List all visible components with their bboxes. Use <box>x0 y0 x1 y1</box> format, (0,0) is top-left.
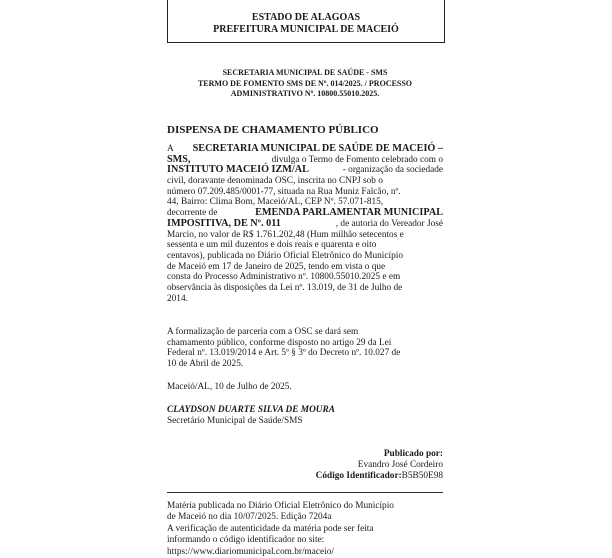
main-paragraph <box>167 144 443 304</box>
text-line: decorrente de EMENDA PARLAMENTAR MUNICIPAL <box>167 207 443 219</box>
identifier-code <box>167 471 443 482</box>
publisher-name: Evandro José Cordeiro <box>357 460 443 470</box>
text-line: A formalização de parceria com a OSC se dará sem <box>167 327 359 337</box>
act-subheader <box>167 68 443 100</box>
text-line: sessenta e um mil duzentos e dois reais e quarenta e oito <box>167 240 377 251</box>
text-line: Marcio, no valor de R$ 1.761.202,48 (Hum milhão setecentos e <box>167 229 404 240</box>
document-header <box>167 0 445 43</box>
secretariat-highlight: SECRETARIA MUNICIPAL DE SAÚDE DE MACEIÓ – <box>192 143 443 154</box>
act-title: DISPENSA DE CHAMAMENTO PÚBLICO <box>167 124 379 136</box>
text-line: SMS, divulga o Termo de Fomento celebrado com o <box>167 153 443 165</box>
institute-highlight: INSTITUTO MACEIÓ IZM/AL <box>167 164 309 176</box>
text-line: observância às disposições da Lei nº. 13.019, de 31 de Julho de <box>167 282 403 293</box>
publication-footer <box>167 501 443 558</box>
text-line: consta do Processo Administrativo nº. 10800.55010.2025 e em <box>167 272 401 283</box>
process-reference: ADMINISTRATIVO Nº. 10800.55010.2025. <box>230 89 380 98</box>
text-line: 10 de Abril de 2025. <box>167 359 244 370</box>
text-line: 44, Bairro: Clima Bom, Maceió/AL, CEP Nº. 57.071-815, <box>167 197 384 208</box>
footer-divider <box>167 492 443 493</box>
state-name: ESTADO DE ALAGOAS <box>251 12 361 23</box>
identifier-value: B5B50E98 <box>401 471 443 481</box>
signature-block <box>167 405 443 427</box>
text-line: 2014. <box>167 293 188 304</box>
signatory-name: CLAYDSON DUARTE SILVA DE MOURA <box>167 405 335 415</box>
footer-line: informando o código identificador no site: <box>167 535 325 546</box>
text-line: A SECRETARIA MUNICIPAL DE SAÚDE DE MACEIÓ – <box>167 143 443 154</box>
secretariat-name: SECRETARIA MUNICIPAL DE SAÚDE - SMS <box>222 68 388 77</box>
text-line: civil, doravante denominada OSC, inscrita no CNPJ sob o <box>167 176 383 187</box>
footer-line: A verificação de autenticidade da matéria pode ser feita <box>167 523 374 534</box>
publication-info <box>167 449 443 482</box>
signatory-role: Secretário Municipal de Saúde/SMS <box>167 416 303 426</box>
verification-link[interactable]: https://www.diariomunicipal.com.br/maceio/ <box>167 546 334 557</box>
date-line: Maceió/AL, 10 de Julho de 2025. <box>167 382 292 392</box>
footer-line: Matéria publicada no Diário Oficial Eletrônico do Município <box>167 501 394 511</box>
municipality-name: PREFEITURA MUNICIPAL DE MACEIÓ <box>213 24 399 35</box>
text-line: número 07.209.485/0001-77, situada na Rua Muniz Falcão, nº. <box>167 186 401 197</box>
legal-basis-paragraph <box>167 327 443 370</box>
text-line: IMPOSITIVA, DE Nº. 011 , de autoria do Vereador José <box>167 217 443 229</box>
text-line: chamamento público, conforme disposto no artigo 29 da Lei <box>167 337 392 348</box>
text-line: centavos), publicada no Diário Oficial Eletrônico do Município <box>167 250 403 261</box>
text-line: de Maceió em 17 de Janeiro de 2025, tendo em vista o que <box>167 261 386 272</box>
text-line: Federal nº. 13.019/2014 e Art. 5º § 3º do Decreto nº. 10.027 de <box>167 348 401 359</box>
text-line: INSTITUTO MACEIÓ IZM/AL - organização da sociedade <box>167 164 443 176</box>
identifier-label: Código Identificador: <box>315 471 402 481</box>
footer-line: de Maceió no dia 10/07/2025. Edição 7204a <box>167 512 332 523</box>
published-by-label: Publicado por: <box>383 449 443 459</box>
amendment-highlight: EMENDA PARLAMENTAR MUNICIPAL <box>255 207 443 219</box>
term-reference: TERMO DE FOMENTO SMS DE Nº. 014/2025. / PROCESSO <box>197 78 413 88</box>
